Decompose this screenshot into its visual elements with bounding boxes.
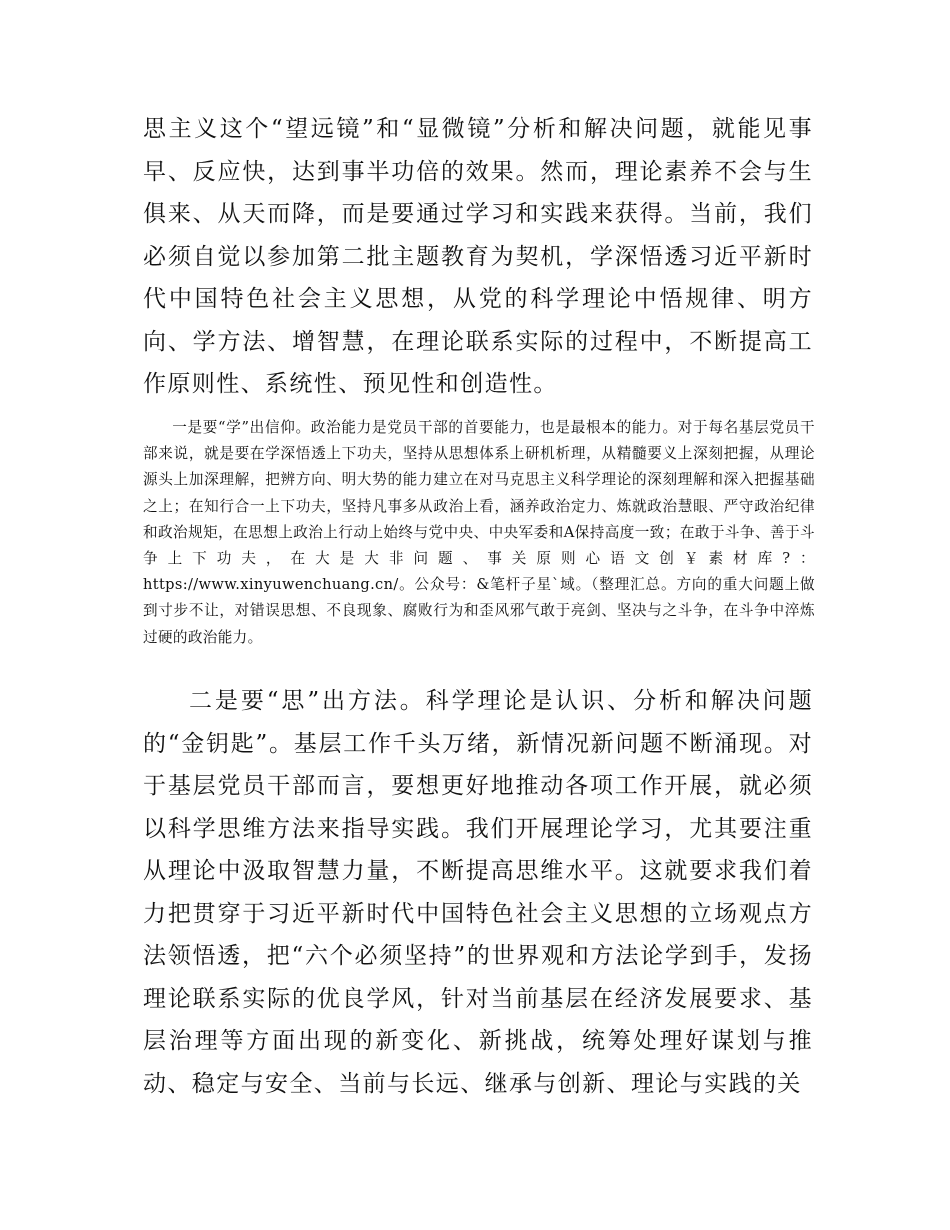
paragraph-second-point: 二是要“思”出方法。科学理论是认识、分析和解决问题的“金钥匙”。基层工作千头万绪，新情况新问题不断涌现。对于基层党员干部而言，要想更好地推动各项工作开展，就必须以科学思维方法来指导实践。我们开展理论学习，尤其要注重从理论中汲取智慧力量，不断提高思维水平。这就要求我们着力把贯穿于习近平新时代中国特色社会主义思想的立场观点方法领悟透，把“六个必须坚持”的世界观和方法论学到手，发扬理论联系实际的优良学风，针对当前基层在经济发展要求、基层治理等方面出现的新变化、新挑战，统筹处理好谋划与推动、稳定与安全、当前与长远、继承与创新、理论与实践的关 (143, 688, 813, 1097)
paragraph-continuation: 思主义这个“望远镜”和“显微镜”分析和解决问题，就能见事早、反应快，达到事半功倍的效果。然而，理论素养不会与生俱来、从天而降，而是要通过学习和实践来获得。当前，我们必须自觉以参加第二批主题教育为契机，学深悟透习近平新时代中国特色社会主义思想，从党的科学理论中悟规律、明方向、学方法、增智慧，在理论联系实际的过程中，不断提高工作原则性、系统性、预见性和创造性。 (143, 116, 813, 397)
paragraph-first-point: 一是要“学”出信仰。政治能力是党员干部的首要能力，也是最根本的能力。对于每名基层党员干部来说，就是要在学深悟透上下功夫，坚持从思想体系上研机析理，从精髓要义上深刻把握，从理论源头上加深理解，把辨方向、明大势的能力建立在对马克思主义科学理论的深刻理解和深入把握基础之上；在知行合一上下功夫，坚持凡事多从政治上看，涵养政治定力、炼就政治慧眼、严守政治纪律和政治规矩，在思想上政治上行动上始终与党中央、中央军委和A保持高度一致；在敢于斗争、善于斗争上下功夫，在大是大非问题、事关原则心语文创￥素材库?：https://www.xinyuwenchuang.cn/。公众号：&笔杆子星`域。（整理汇总。方向的重大问题上做到寸步不让，对错误思想、不良现象、腐败行为和歪风邪气敢于亮剑、坚决与之斗争，在斗争中淬炼过硬的政治能力。 (143, 419, 815, 646)
